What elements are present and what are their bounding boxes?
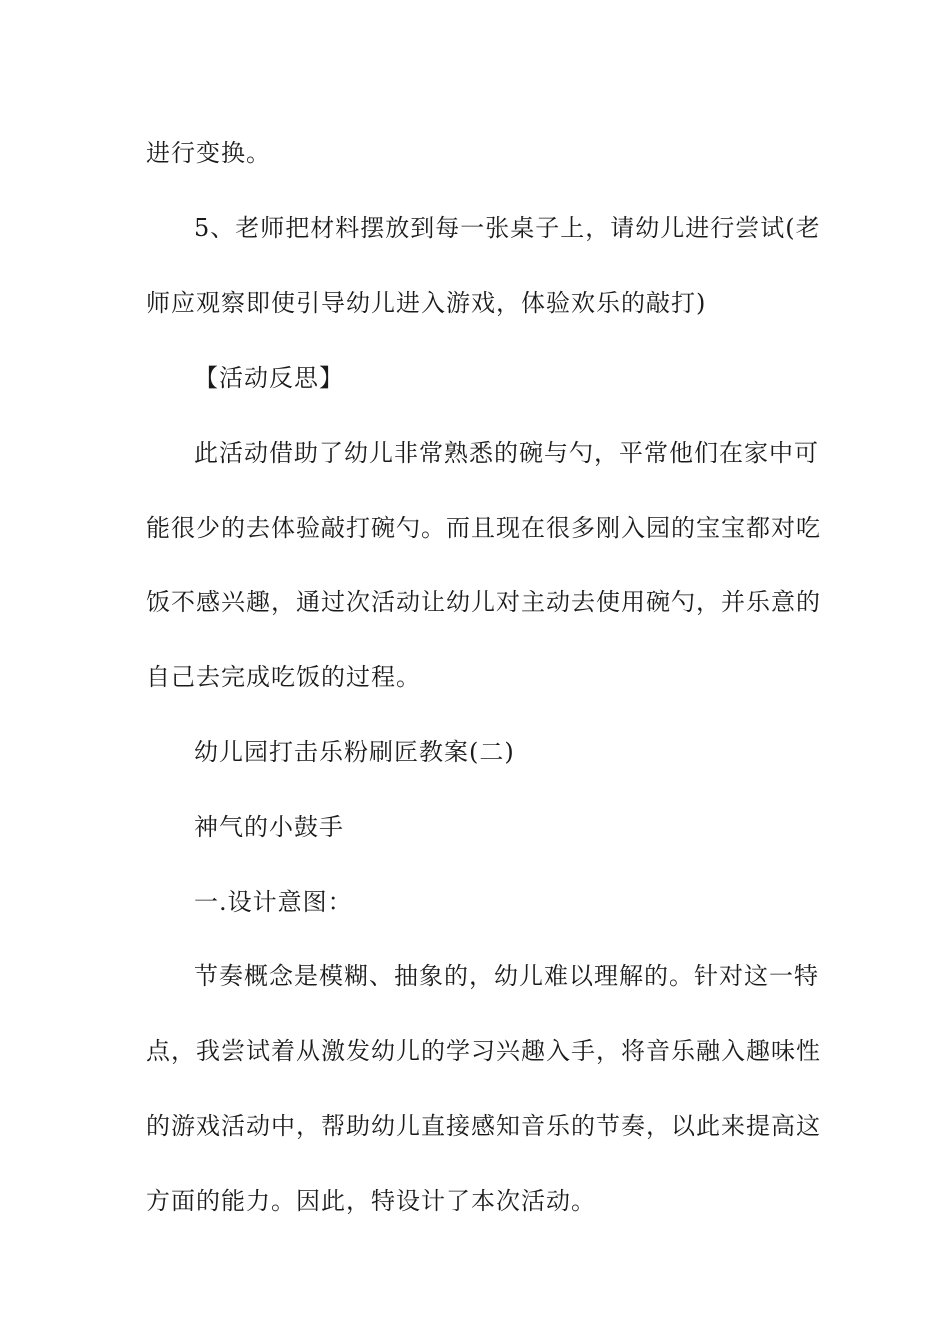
text-line: 节奏概念是模糊、抽象的，幼儿难以理解的。针对这一特: [194, 962, 819, 990]
text-line: 师应观察即使引导幼儿进入游戏，体验欢乐的敲打): [146, 289, 707, 317]
text-line: 进行变换。: [146, 139, 271, 167]
section-heading: 一.设计意图：: [194, 888, 353, 916]
document-title: 幼儿园打击乐粉刷匠教案(二): [194, 738, 515, 766]
text-line: 的游戏活动中，帮助幼儿直接感知音乐的节奏，以此来提高这: [146, 1112, 821, 1140]
section-heading: 【活动反思】: [194, 364, 344, 392]
text-line: 饭不感兴趣，通过次活动让幼儿对主动去使用碗勺，并乐意的: [146, 588, 821, 616]
text-line: 点，我尝试着从激发幼儿的学习兴趣入手，将音乐融入趣味性: [146, 1037, 821, 1065]
text-line: 方面的能力。因此，特设计了本次活动。: [146, 1187, 596, 1215]
activity-title: 神气的小鼓手: [194, 813, 344, 841]
text-line: 自己去完成吃饭的过程。: [146, 663, 421, 691]
text-line: 此活动借助了幼儿非常熟悉的碗与勺，平常他们在家中可: [194, 439, 819, 467]
text-line: 5、老师把材料摆放到每一张桌子上，请幼儿进行尝试(老: [194, 214, 821, 242]
text-line: 能很少的去体验敲打碗勺。而且现在很多刚入园的宝宝都对吃: [146, 514, 821, 542]
